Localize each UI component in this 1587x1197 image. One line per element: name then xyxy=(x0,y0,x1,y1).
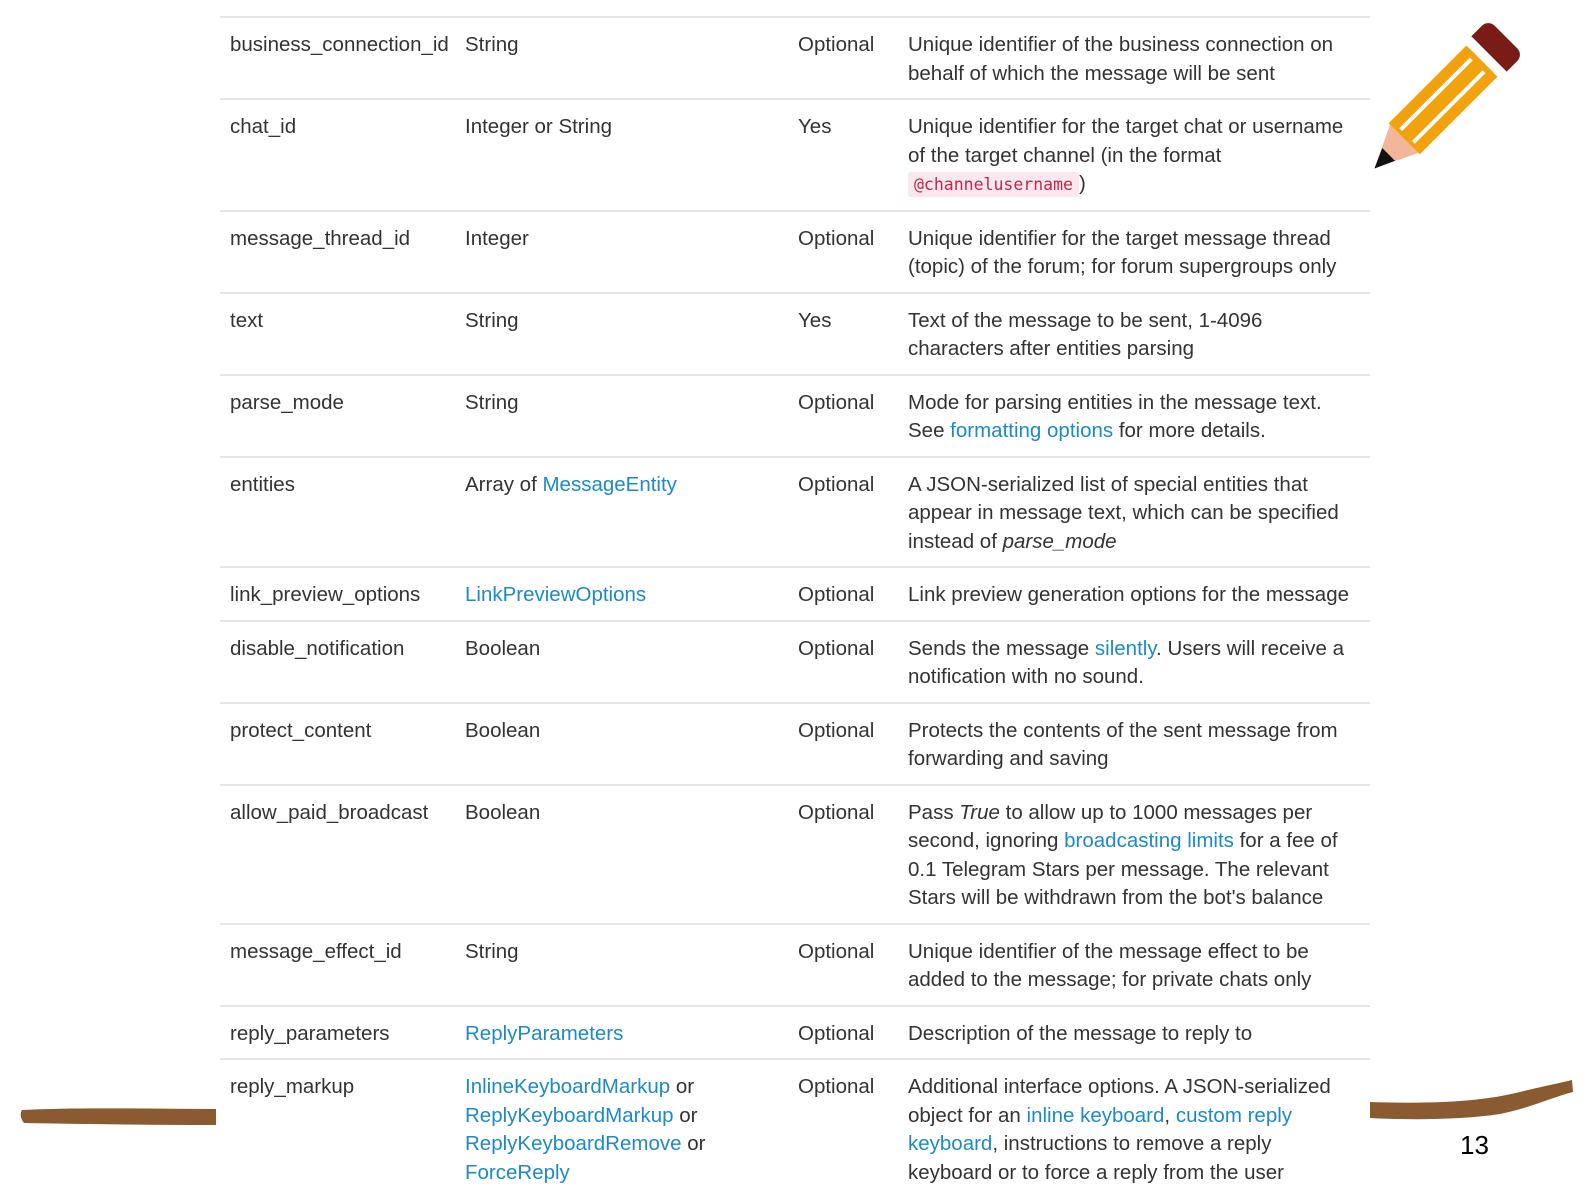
param-description-cell xyxy=(898,293,1370,375)
text-fragment: Unique identifier of the business connection on behalf of which the message will be sent xyxy=(908,33,1334,85)
param-required-cell: Optional xyxy=(798,1021,875,1045)
text-fragment: , instructions to remove a reply keyboard or to force a reply from the user xyxy=(908,1132,1285,1184)
param-description-cell xyxy=(898,457,1370,568)
page-number: 13 xyxy=(1460,1130,1489,1160)
table-row xyxy=(220,785,1370,924)
param-type-cell xyxy=(455,924,788,1006)
param-required-cell: Yes xyxy=(798,308,832,332)
param-type-cell xyxy=(455,785,788,924)
text-fragment: Integer xyxy=(465,226,529,250)
text-fragment: String xyxy=(465,308,519,332)
text-fragment: Description of the message to reply to xyxy=(908,1021,1253,1045)
param-name-cell: chat_id xyxy=(230,115,297,138)
doc-link[interactable]: ReplyParameters xyxy=(465,1021,624,1045)
param-required-cell: Optional xyxy=(798,33,875,56)
table-row xyxy=(220,211,1370,293)
text-fragment: or xyxy=(670,1075,695,1098)
table-row xyxy=(220,457,1370,568)
text-fragment: A JSON-serialized list of special entities that appear in message text, which can be specified instead of xyxy=(908,472,1339,553)
text-fragment: Protects the contents of the sent message from forwarding and saving xyxy=(908,718,1338,770)
param-description-cell xyxy=(898,375,1370,457)
param-description-cell xyxy=(898,99,1370,211)
param-required-cell: Optional xyxy=(798,583,875,606)
param-description-cell xyxy=(898,1006,1370,1060)
doc-link[interactable]: LinkPreviewOptions xyxy=(465,583,647,606)
pencil-icon xyxy=(1358,10,1538,180)
param-name-cell: entities xyxy=(230,472,295,496)
param-description-cell xyxy=(898,703,1370,785)
param-description-cell xyxy=(898,785,1370,924)
param-type-cell xyxy=(455,1006,788,1060)
table-row xyxy=(220,924,1370,1006)
param-required-cell: Optional xyxy=(798,636,875,660)
param-required-cell: Optional xyxy=(798,718,875,742)
brush-stroke-right xyxy=(1370,1078,1574,1124)
text-fragment: Unique identifier for the target message thread (topic) of the forum; for forum supergroups only xyxy=(908,226,1337,278)
param-name-cell: message_effect_id xyxy=(230,939,402,963)
text-fragment: Unique identifier for the target chat or username of the target channel (in the format xyxy=(908,115,1344,167)
param-required-cell: Optional xyxy=(798,800,875,824)
text-fragment: Boolean xyxy=(465,636,541,660)
table-row xyxy=(220,567,1370,621)
doc-link[interactable]: custom reply keyboard xyxy=(908,1103,1293,1155)
text-fragment: . Users will receive a notification with no sound. xyxy=(908,636,1345,688)
text-fragment: Text of the message to be sent, 1-4096 characters after entities parsing xyxy=(908,308,1263,360)
param-required-cell: Optional xyxy=(798,390,875,414)
param-name-cell: disable_notification xyxy=(230,636,405,660)
parameters-table xyxy=(220,16,1370,1197)
param-description-cell xyxy=(898,924,1370,1006)
table-row xyxy=(220,1006,1370,1060)
doc-link[interactable]: broadcasting limits xyxy=(1064,829,1234,852)
param-type-cell xyxy=(455,211,788,293)
text-fragment: Boolean xyxy=(465,718,541,742)
text-fragment: Sends the message xyxy=(908,636,1095,660)
table-row xyxy=(220,99,1370,211)
text-fragment: , xyxy=(1164,1103,1176,1127)
text-fragment: Array of xyxy=(465,472,543,496)
text-fragment: or xyxy=(681,1132,706,1155)
param-required-cell: Yes xyxy=(798,115,832,138)
table-row xyxy=(220,17,1370,99)
parameters-table-body xyxy=(220,17,1370,1197)
param-name-cell: link_preview_options xyxy=(230,583,421,606)
emphasis-text: parse_mode xyxy=(1002,529,1117,553)
param-type-cell xyxy=(455,99,788,211)
param-type-cell xyxy=(455,375,788,457)
param-type-cell xyxy=(455,17,788,99)
text-fragment: for more details. xyxy=(1113,419,1266,442)
text-fragment: Additional interface options. A JSON-serialized object for an xyxy=(908,1075,1331,1127)
doc-link[interactable]: InlineKeyboardMarkup xyxy=(465,1075,671,1098)
text-fragment: Integer or String xyxy=(465,115,612,138)
param-type-cell xyxy=(455,293,788,375)
param-type-cell xyxy=(455,567,788,621)
table-row xyxy=(220,1059,1370,1197)
table-row xyxy=(220,621,1370,703)
text-fragment: to allow up to 1000 messages per second, ignoring xyxy=(908,800,1313,852)
brush-stroke-left xyxy=(20,1104,216,1128)
text-fragment: Mode for parsing entities in the message text. See xyxy=(908,390,1322,442)
param-required-cell: Optional xyxy=(798,472,875,496)
doc-link[interactable]: MessageEntity xyxy=(542,472,677,496)
param-required-cell: Optional xyxy=(798,1075,875,1098)
text-fragment: ) xyxy=(1078,172,1086,195)
param-description-cell xyxy=(898,17,1370,99)
text-fragment: or xyxy=(673,1103,698,1127)
text-fragment: String xyxy=(465,390,519,414)
param-description-cell xyxy=(898,211,1370,293)
param-description-cell xyxy=(898,1059,1370,1197)
text-fragment: Pass xyxy=(908,800,960,824)
param-description-cell xyxy=(898,621,1370,703)
param-type-cell xyxy=(455,1059,788,1197)
param-type-cell xyxy=(455,621,788,703)
param-required-cell: Optional xyxy=(798,226,875,250)
param-name-cell: parse_mode xyxy=(230,390,344,414)
param-description-cell xyxy=(898,567,1370,621)
text-fragment: Unique identifier of the message effect to be added to the message; for private chats only xyxy=(908,939,1312,991)
text-fragment: String xyxy=(465,939,519,963)
param-required-cell: Optional xyxy=(798,939,875,963)
doc-link[interactable]: inline keyboard xyxy=(1026,1103,1165,1127)
text-fragment: String xyxy=(465,33,519,56)
doc-link[interactable]: ReplyKeyboardMarkup xyxy=(465,1103,674,1127)
param-type-cell xyxy=(455,457,788,568)
table-row xyxy=(220,375,1370,457)
text-fragment: Link preview generation options for the message xyxy=(908,583,1350,606)
table-row xyxy=(220,293,1370,375)
text-fragment: Boolean xyxy=(465,800,541,824)
param-name-cell: business_connection_id xyxy=(230,33,449,56)
param-name-cell: protect_content xyxy=(230,718,372,742)
doc-link[interactable]: formatting options xyxy=(950,419,1114,442)
table-row xyxy=(220,703,1370,785)
text-fragment: for a fee of 0.1 Telegram Stars per message. The relevant Stars will be withdrawn from the bot's balance xyxy=(908,829,1338,909)
param-name-cell: text xyxy=(230,308,264,332)
param-name-cell: reply_parameters xyxy=(230,1021,390,1045)
param-type-cell xyxy=(455,703,788,785)
doc-link[interactable]: ForceReply xyxy=(465,1160,570,1184)
emphasis-text: True xyxy=(959,800,1000,824)
param-name-cell: reply_markup xyxy=(230,1075,355,1098)
doc-link[interactable]: silently xyxy=(1094,636,1157,660)
param-name-cell: allow_paid_broadcast xyxy=(230,800,429,824)
param-name-cell: message_thread_id xyxy=(230,226,411,250)
inline-code: @channelusername xyxy=(908,172,1079,197)
doc-link[interactable]: ReplyKeyboardRemove xyxy=(465,1132,682,1155)
